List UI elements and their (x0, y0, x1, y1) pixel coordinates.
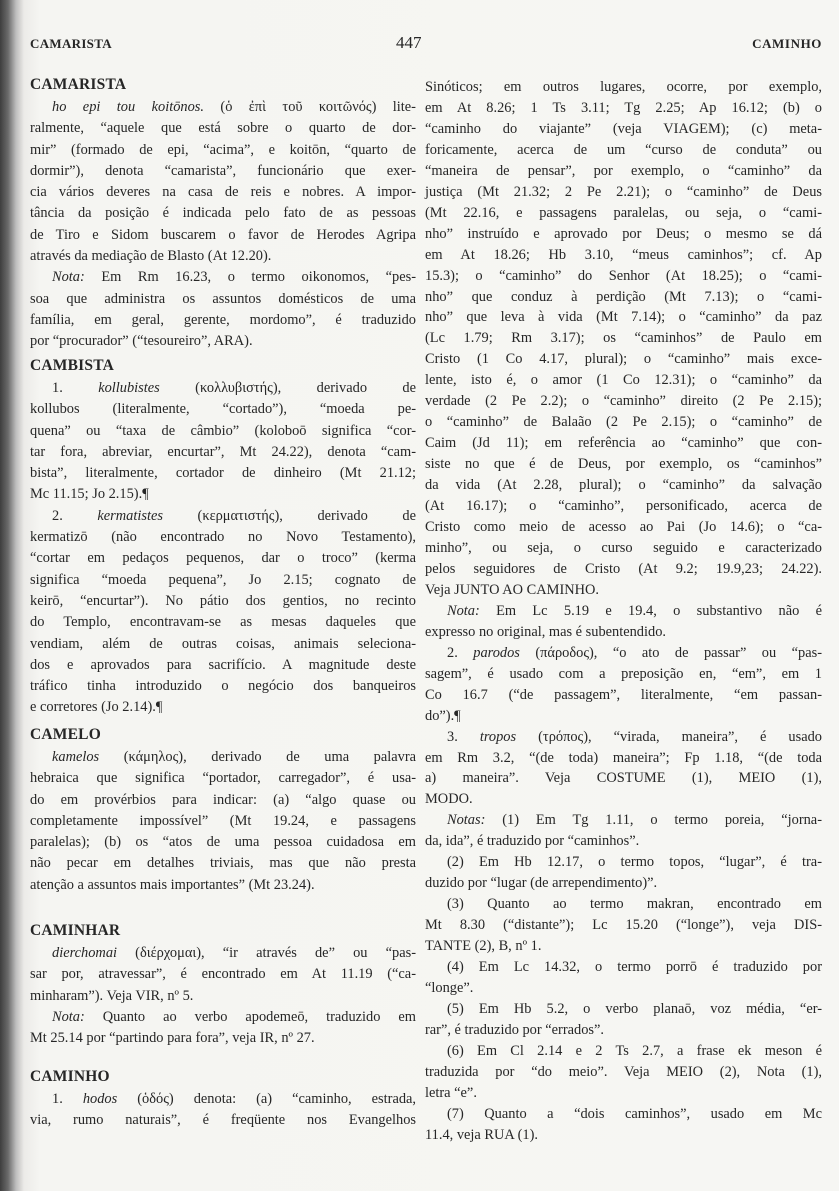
text-line (425, 894, 822, 915)
text-line: verdade (2 Pe 2.2); o “caminho” direito (2 Pe 2.15); (425, 393, 822, 410)
line-text: (5) Em Hb 5.2, o verbo planaō, voz média, “er- (447, 1000, 822, 1017)
text-line: TANTE (2), B, nº 1. (425, 938, 542, 955)
line-text: 2. (52, 507, 98, 524)
text-line: rar”, é traduzido por “errados”. (425, 1021, 604, 1038)
running-head-right: CAMINHO (752, 36, 822, 51)
line-text: (τρόπος), “virada, maneira”, é usado (516, 728, 822, 745)
paragraph (30, 378, 416, 506)
text-line: significa “moeda pequena”, Jo 2.15; cognato de (30, 571, 416, 588)
text-line: em Rm 3.2, “(de toda) maneira”; Fp 1.18, “(de toda (425, 749, 822, 766)
text-line: MODO. (425, 791, 473, 808)
paragraph (425, 727, 822, 811)
text-line: nho” que leva à vida (Mt 7.14); o “caminho” da paz (425, 309, 822, 326)
headword: ho epi tou koitōnos. (52, 99, 204, 115)
paragraph (30, 1089, 416, 1132)
text-line (425, 999, 822, 1020)
headword: Notas: (447, 812, 486, 829)
text-line: 11.4, veja RUA (1). (425, 1126, 538, 1143)
text-line: atenção a assuntos mais importantes” (Mt 23.24). (30, 876, 315, 893)
text-line: traduzida por “do meio”. Veja MEIO (2), Nota (1), (425, 1063, 822, 1080)
line-text: Em Lc 5.19 e 19.4, o substantivo não é (479, 602, 822, 619)
text-line: hebraica que significa “portador, carregador”, é usa- (30, 770, 416, 787)
text-line: família, em geral, gerente, mordomo”, é traduzido (30, 311, 416, 328)
text-line (30, 943, 416, 964)
text-line: dos e aprovados para sacrifício. A magnitude deste (30, 656, 416, 673)
text-line: via, rumo naturais”, é freqüente nos Evangelhos (30, 1112, 416, 1129)
text-line: justiça (Mt 21.32; 2 Pe 2.21); o “caminho” de Deus (425, 183, 822, 200)
text-line (425, 957, 822, 978)
text-line: “longe”. (425, 979, 474, 996)
paragraph (425, 999, 822, 1041)
paragraph (30, 1007, 416, 1050)
entry-heading: CAMBISTA (30, 357, 114, 374)
text-line: de Tiro e Sidom buscarem o favor de Herodes Agripa (30, 226, 416, 243)
text-line: Mt 8.30 (“distante”); Lc 15.20 (“longe”), veja DIS- (425, 917, 822, 934)
text-line: (Mt 22.16, e passagens paralelas, ou seja, o “cami- (425, 204, 822, 221)
dictionary-entry (30, 920, 416, 1049)
dictionary-entry (425, 77, 822, 1146)
text-line (425, 1041, 822, 1062)
line-text: (2) Em Hb 12.17, o termo topos, “lugar”, é tra- (447, 854, 822, 871)
text-line (30, 747, 416, 768)
line-text: (4) Em Lc 14.32, o termo porrō é traduzido por (447, 959, 822, 976)
text-line: do em provérbios para indicar: (a) “algo quase ou (30, 791, 416, 808)
line-text: (ὁ ἐπὶ τοῦ κοιτῶνός) lite- (203, 99, 416, 115)
headword: kamelos (52, 749, 100, 765)
text-line: nho” que conduz à perdição (Mt 7.13); o “cami- (425, 288, 822, 305)
entry-heading: CAMARISTA (30, 76, 127, 93)
entry-heading: CAMINHAR (30, 922, 121, 939)
line-text: 3. (447, 728, 480, 745)
text-line: cia vários deveres na casa de reis e nobres. A impor- (30, 184, 416, 201)
entry-heading: CAMELO (30, 726, 101, 743)
paragraph (425, 810, 822, 852)
headword: kollubistes (98, 380, 160, 396)
text-line: Cristo (1 Co 4.17, plural); o “caminho” mais exce- (425, 351, 822, 368)
headword: Nota: (52, 269, 85, 286)
text-line: minho”, ou seja, o curso seguido e caracterizado (425, 539, 822, 556)
text-line: “cortar em pedaços pequenos, dar o troco” (kerma (30, 550, 416, 567)
text-line: tráfico tinha introduzido o negócio dos banqueiros (30, 678, 416, 695)
paragraph (425, 852, 822, 894)
paragraph (425, 77, 822, 601)
line-text: Sinóticos; em outros lugares, ocorre, por exemplo, (425, 79, 822, 95)
text-line: Co 16.7 (“de passagem”, literalmente, “em passan- (425, 686, 822, 703)
text-line: bista”, literalmente, cortador de dinheiro (Mt 21.12; (30, 465, 416, 482)
text-line: do Templo, encontravam-se as mesas daqueles que (30, 614, 416, 631)
text-line: nho” instruído e aprovado por Deus; o mesmo se dá (425, 225, 822, 242)
line-text: (3) Quanto ao termo makran, encontrado em (447, 896, 822, 913)
text-line: em At 8.26; 1 Ts 3.11; Tg 2.25; Ap 16.12; (b) o (425, 99, 822, 116)
headword: parodos (473, 644, 520, 661)
text-line: 15.3); o “caminho” do Senhor (At 18.25); o “cami- (425, 267, 822, 284)
headword: Nota: (447, 602, 480, 619)
text-line: completamente impossível” (Mt 19.24, e passagens (30, 812, 416, 829)
dictionary-entry (30, 1066, 416, 1132)
headword: kermatistes (97, 507, 163, 524)
text-line (425, 852, 822, 873)
text-line: soa que administra os assuntos domésticos de uma (30, 290, 416, 307)
text-line: em At 18.26; Hb 3.10, “meus caminhos”; cf. Ap (425, 246, 822, 263)
text-line: lente, isto é, o amor (1 Co 12.31); o “caminho” da (425, 372, 822, 389)
text-line: sar por, atravessar”, é encontrado em At 11.19 (“ca- (30, 966, 416, 983)
text-line (425, 1104, 822, 1125)
line-text: (7) Quanto a “dois caminhos”, usado em Mc (447, 1105, 822, 1122)
text-line: tância da posição é indicada pelo fato de as pessoas (30, 205, 416, 222)
paragraph (30, 267, 416, 352)
paragraph (30, 97, 416, 267)
text-line (425, 727, 822, 748)
paragraph (425, 601, 822, 643)
line-text: Em Rm 16.23, o termo oikonomos, “pes- (84, 269, 416, 286)
text-line: (At 16.17); o “caminho”, personificado, acerca de (425, 498, 822, 515)
text-line: Cristo como meio de acesso ao Pai (Jo 14.6); o “ca- (425, 519, 822, 536)
headword: tropos (479, 728, 517, 745)
paragraph (30, 747, 416, 896)
text-line: o “caminho” de Balaão (2 Pe 2.15); o “caminho” de (425, 414, 822, 431)
line-text: (κερματιστής), derivado de (162, 507, 416, 524)
text-line: paralelas); (b) os “atos de uma pessoa cuidadosa em (30, 834, 416, 851)
text-line (30, 1089, 416, 1110)
text-line: letra “e”. (425, 1084, 477, 1101)
text-line: da vida (At 2.28, plural); o “caminho” da salvação (425, 477, 822, 494)
headword: dierchomai (52, 945, 118, 961)
text-line: quena” ou “taxa de câmbio” (koloboō significa “cor- (30, 422, 416, 439)
line-text: (1) Em Tg 1.11, o termo poreia, “jorna- (485, 812, 822, 829)
text-line (425, 643, 822, 664)
line-text: (κάμηλος), derivado de uma palavra (99, 749, 416, 765)
text-line: Mt 25.14 por “partindo para fora”, veja IR, nº 27. (30, 1030, 315, 1047)
line-text: Quanto ao verbo apodemeō, traduzido em (84, 1008, 416, 1025)
paragraph (30, 506, 416, 719)
entry-heading: CAMINHO (30, 1068, 110, 1085)
text-line: dormir”), denota “camarista”, funcionário que exer- (30, 162, 416, 179)
text-line: kollubos (literalmente, “cortado”), “moeda pe- (30, 401, 416, 418)
line-text: 1. (52, 380, 99, 396)
dictionary-entry (30, 355, 416, 719)
text-line: do”).¶ (425, 707, 461, 724)
text-line: Veja JUNTO AO CAMINHO. (425, 581, 600, 598)
text-line: por “procurador” (“tesoureiro”, ARA). (30, 333, 253, 350)
line-text: (πάροδος), “o ato de passar” ou “pas- (519, 644, 822, 661)
text-line: Caim (Jd 11); em referência ao “caminho” que con- (425, 435, 822, 452)
text-line (425, 810, 822, 831)
text-line (30, 1007, 416, 1028)
text-line: da, ida”, é traduzido por “caminhos”. (425, 833, 640, 850)
text-line: através da mediação de Blasto (At 12.20). (30, 248, 272, 265)
text-line: duzido por “lugar (de arrependimento)”. (425, 875, 658, 892)
text-line: (Lc 1.79; Rm 3.17); os “caminhos” de Paulo em (425, 330, 822, 347)
headword: hodos (82, 1091, 118, 1107)
text-line: pelos seguidores de Cristo (At 9.2; 19.9,23; 24.22). (425, 560, 822, 577)
text-line: mir” (formado de epi, “acima”, e koitōn, “quarto de (30, 141, 416, 158)
text-line: minharam”). Veja VIR, nº 5. (30, 987, 194, 1004)
paragraph (30, 943, 416, 1007)
line-text: (κολλυβιστής), derivado de (159, 380, 417, 396)
dictionary-entry (30, 724, 416, 896)
text-line (425, 601, 822, 622)
line-text: 1. (52, 1091, 83, 1107)
text-line: ralmente, “aquele que está sobre o quarto de dor- (30, 120, 416, 137)
page-number: 447 (396, 33, 422, 52)
text-line: siste no que é de Deus, por exemplo, os “caminhos” (425, 456, 822, 473)
text-line: keirō, “encurtar”). No pátio dos gentios, no recinto (30, 592, 416, 609)
text-line: “maneira de pensar”, por exemplo, o “caminho” da (425, 162, 822, 179)
paragraph (425, 1104, 822, 1146)
text-line: e corretores (Jo 2.14).¶ (30, 699, 163, 716)
text-line: “caminho do viajante” (veja VIAGEM); (c) meta- (425, 120, 822, 137)
text-line: expresso no original, mas é subentendido. (425, 623, 666, 640)
text-line: kermatizō (não encontrado no Novo Testamento), (30, 529, 416, 546)
dictionary-entry (30, 74, 416, 353)
line-text: (6) Em Cl 2.14 e 2 Ts 2.7, a frase ek meson é (447, 1042, 822, 1059)
text-line: Mc 11.15; Jo 2.15).¶ (30, 486, 149, 503)
text-line: a) maneira”. Veja COSTUME (1), MEIO (1), (425, 770, 822, 787)
paragraph (425, 894, 822, 957)
text-line: não pecar em detalhes triviais, mas que não presta (30, 855, 416, 872)
text-line (30, 97, 416, 118)
paragraph (425, 1041, 822, 1104)
text-line: vendiam, além de outras coisas, animais seleciona- (30, 635, 416, 652)
line-text: (ὁδός) denota: (a) “caminho, estrada, (117, 1091, 417, 1107)
text-line: sagem”, é usado com a preposição en, “em”, em 1 (425, 665, 822, 682)
running-head-left: CAMARISTA (30, 36, 112, 51)
text-line (30, 506, 416, 527)
text-line: foricamente, acerca de um “curso de conduta” ou (425, 141, 822, 158)
headword: Nota: (52, 1008, 85, 1025)
paragraph (425, 643, 822, 727)
line-text: 2. (447, 644, 474, 661)
text-line (425, 77, 822, 98)
paragraph (425, 957, 822, 999)
text-line (30, 378, 416, 399)
line-text: (διέρχομαι), “ir através de” ou “pas- (117, 945, 416, 961)
text-line: tar fora, abreviar, encurtar”, Mt 24.22), denota “cam- (30, 443, 416, 460)
text-line (30, 267, 416, 288)
